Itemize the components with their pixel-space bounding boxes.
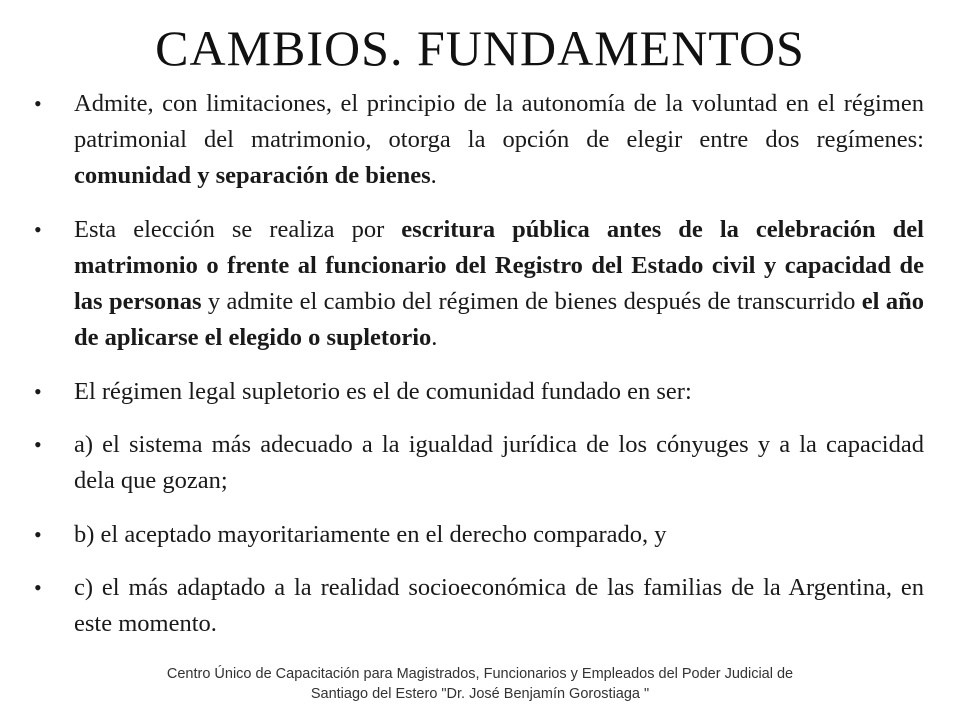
bullet-icon: •: [34, 379, 42, 404]
footer-line-2: Santiago del Estero "Dr. José Benjamín Gorostiaga ": [310, 686, 650, 702]
footer: [60, 664, 900, 704]
bullet-emphasis: el año de aplicarse el elegido o supletorio: [74, 288, 924, 351]
bullet-icon: •: [34, 522, 42, 547]
bullet-text: El régimen legal supletorio es el de comunidad fundado en ser:: [74, 378, 692, 405]
bullet-text: Esta elección se realiza por: [74, 216, 402, 243]
bullet-icon: •: [34, 432, 42, 457]
bullet-item-eleccion: [32, 212, 924, 356]
bullet-item-supletorio: [32, 374, 924, 410]
bullet-item-autonomia: [32, 86, 924, 194]
bullet-text: Admite, con limitaciones, el principio de la autonomía de la voluntad en el régimen patrimonial del matrimonio, otorga la opción de elegir entre dos regímenes:: [74, 90, 924, 153]
bullet-icon: •: [34, 91, 42, 116]
bullet-item-c: [32, 570, 924, 642]
slide-title: CAMBIOS. FUNDAMENTOS: [155, 20, 805, 76]
bullet-text: a) el sistema más adecuado a la igualdad jurídica de los cónyuges y a la capacidad dela que gozan;: [74, 431, 924, 494]
bullet-text: c) el más adaptado a la realidad socioeconómica de las familias de la Argentina, en este momento.: [74, 574, 924, 637]
bullet-text: y admite el cambio del régimen de bienes después de transcurrido: [201, 288, 862, 315]
bullet-item-b: [32, 517, 924, 553]
bullet-icon: •: [34, 217, 42, 242]
bullet-text: b) el aceptado mayoritariamente en el derecho comparado, y: [74, 521, 667, 548]
bullet-item-a: [32, 427, 924, 499]
bullet-emphasis: escritura pública antes de la celebración del matrimonio o frente al funcionario del Registro del Estado civil y capacidad de las personas: [74, 216, 924, 315]
bullet-list: [32, 84, 924, 642]
bullet-icon: •: [34, 575, 42, 600]
bullet-text: .: [430, 162, 437, 189]
bullet-emphasis: comunidad y separación de bienes: [74, 162, 431, 189]
footer-line-1: Centro Único de Capacitación para Magistrados, Funcionarios y Empleados del Poder Judicial de: [166, 666, 794, 682]
bullet-text: .: [431, 324, 438, 351]
